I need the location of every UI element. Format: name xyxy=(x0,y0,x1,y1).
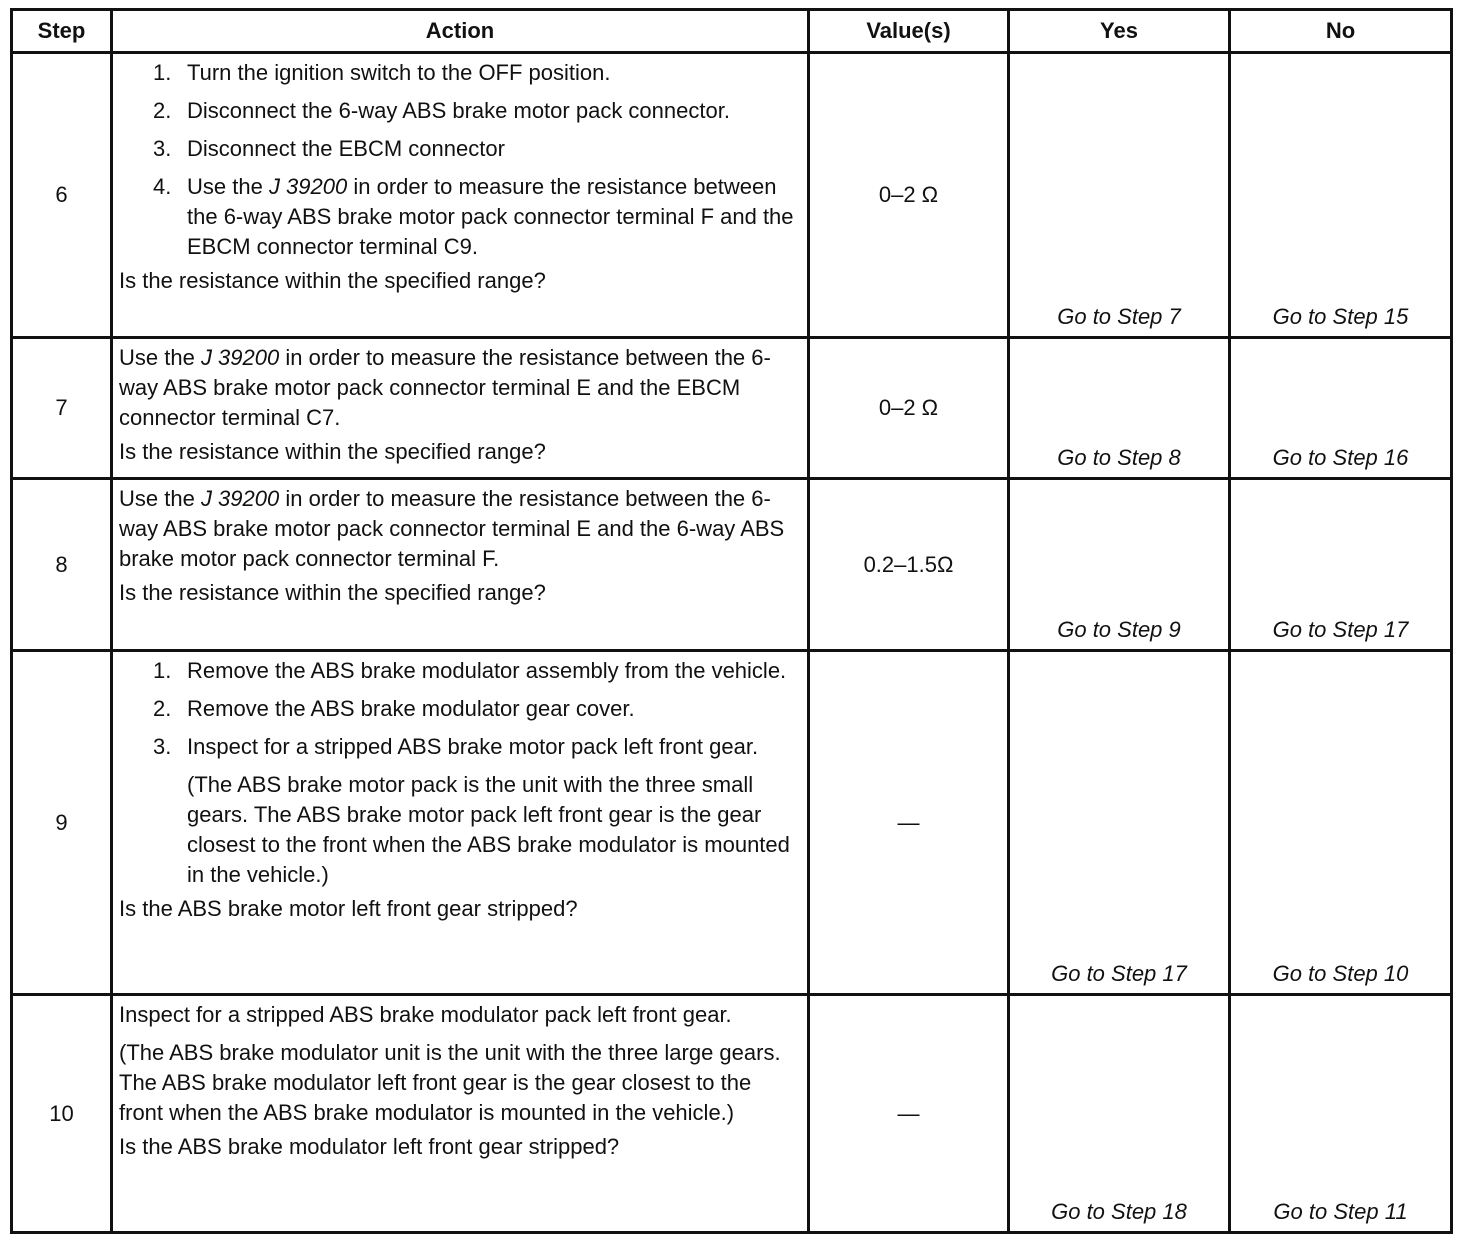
diagnostic-table xyxy=(10,8,1453,1234)
table-row-step-10 xyxy=(12,995,1452,1233)
header-no: No xyxy=(1230,10,1452,53)
tool-name: J 39200 xyxy=(200,345,280,370)
yes-cell: Go to Step 17 xyxy=(1009,651,1230,995)
action-list xyxy=(119,656,801,890)
list-number: 4. xyxy=(153,174,172,199)
list-item xyxy=(153,134,801,164)
action-cell xyxy=(112,53,809,338)
question: Is the resistance within the specified range? xyxy=(119,268,546,293)
value-cell: 0.2–1.5Ω xyxy=(809,479,1009,651)
value-cell: — xyxy=(809,651,1009,995)
list-text: Remove the ABS brake modulator assembly from the vehicle. xyxy=(187,658,787,683)
no-cell: Go to Step 10 xyxy=(1230,651,1452,995)
list-item xyxy=(153,96,801,126)
step-number: 9 xyxy=(12,651,112,995)
list-text: Remove the ABS brake modulator gear cover. xyxy=(187,696,635,721)
list-item xyxy=(153,656,801,686)
table-row-step-8 xyxy=(12,479,1452,651)
list-number: 2. xyxy=(153,98,172,123)
yes-cell: Go to Step 18 xyxy=(1009,995,1230,1233)
action-text-pre: Use the xyxy=(119,486,201,511)
list-item xyxy=(153,58,801,88)
action-cell xyxy=(112,995,809,1233)
list-item xyxy=(153,694,801,724)
tool-name: J 39200 xyxy=(200,486,280,511)
list-text: Disconnect the EBCM connector xyxy=(187,136,505,161)
value-cell: 0–2 Ω xyxy=(809,53,1009,338)
header-values: Value(s) xyxy=(809,10,1009,53)
question: Is the ABS brake modulator left front gear stripped? xyxy=(119,1134,620,1159)
list-item xyxy=(153,172,801,262)
header-action: Action xyxy=(112,10,809,53)
list-item xyxy=(153,732,801,890)
list-number: 3. xyxy=(153,136,172,161)
list-text-post: in order to measure the resistance between the 6-way ABS brake motor pack connector terminal F and the EBCM connector terminal C9. xyxy=(187,174,794,259)
header-yes: Yes xyxy=(1009,10,1230,53)
list-number: 3. xyxy=(153,734,172,759)
step-number: 6 xyxy=(12,53,112,338)
question: Is the resistance within the specified range? xyxy=(119,439,546,464)
action-cell xyxy=(112,479,809,651)
table-row-step-6 xyxy=(12,53,1452,338)
table-row-step-7 xyxy=(12,338,1452,479)
list-text: Inspect for a stripped ABS brake motor pack left front gear. xyxy=(187,734,759,759)
no-cell: Go to Step 11 xyxy=(1230,995,1452,1233)
value-cell: — xyxy=(809,995,1009,1233)
header-step: Step xyxy=(12,10,112,53)
list-number: 2. xyxy=(153,696,172,721)
action-text-post: in order to measure the resistance between the 6-way ABS brake motor pack connector terminal E and the EBCM connector terminal C7. xyxy=(119,345,771,430)
action-cell xyxy=(112,651,809,995)
tool-name: J 39200 xyxy=(268,174,348,199)
action-note: (The ABS brake modulator unit is the unit with the three large gears. The ABS brake modulator left front gear is the gear closest to the front when the ABS brake modulator is mounted in the vehicle.) xyxy=(119,1040,781,1125)
yes-cell: Go to Step 8 xyxy=(1009,338,1230,479)
question: Is the resistance within the specified range? xyxy=(119,580,546,605)
yes-cell: Go to Step 7 xyxy=(1009,53,1230,338)
no-cell: Go to Step 17 xyxy=(1230,479,1452,651)
step-number: 7 xyxy=(12,338,112,479)
list-number: 1. xyxy=(153,60,172,85)
action-paragraph: Inspect for a stripped ABS brake modulator pack left front gear. xyxy=(119,1002,732,1027)
list-text-pre: Use the xyxy=(187,174,269,199)
question: Is the ABS brake motor left front gear stripped? xyxy=(119,896,578,921)
list-number: 1. xyxy=(153,658,172,683)
list-text: Turn the ignition switch to the OFF position. xyxy=(187,60,611,85)
step-number: 10 xyxy=(12,995,112,1233)
list-text: Disconnect the 6-way ABS brake motor pack connector. xyxy=(187,98,730,123)
action-list xyxy=(119,58,801,262)
table-row-step-9 xyxy=(12,651,1452,995)
list-note: (The ABS brake motor pack is the unit with the three small gears. The ABS brake motor pack left front gear is the gear closest to the front when the ABS brake modulator is mounted in the vehicle.) xyxy=(187,772,790,887)
action-cell xyxy=(112,338,809,479)
no-cell: Go to Step 16 xyxy=(1230,338,1452,479)
no-cell: Go to Step 15 xyxy=(1230,53,1452,338)
value-cell: 0–2 Ω xyxy=(809,338,1009,479)
action-text-post: in order to measure the resistance between the 6-way ABS brake motor pack connector terminal E and the 6-way ABS brake motor pack connector terminal F. xyxy=(119,486,785,571)
yes-cell: Go to Step 9 xyxy=(1009,479,1230,651)
step-number: 8 xyxy=(12,479,112,651)
action-text-pre: Use the xyxy=(119,345,201,370)
header-row xyxy=(12,10,1452,53)
